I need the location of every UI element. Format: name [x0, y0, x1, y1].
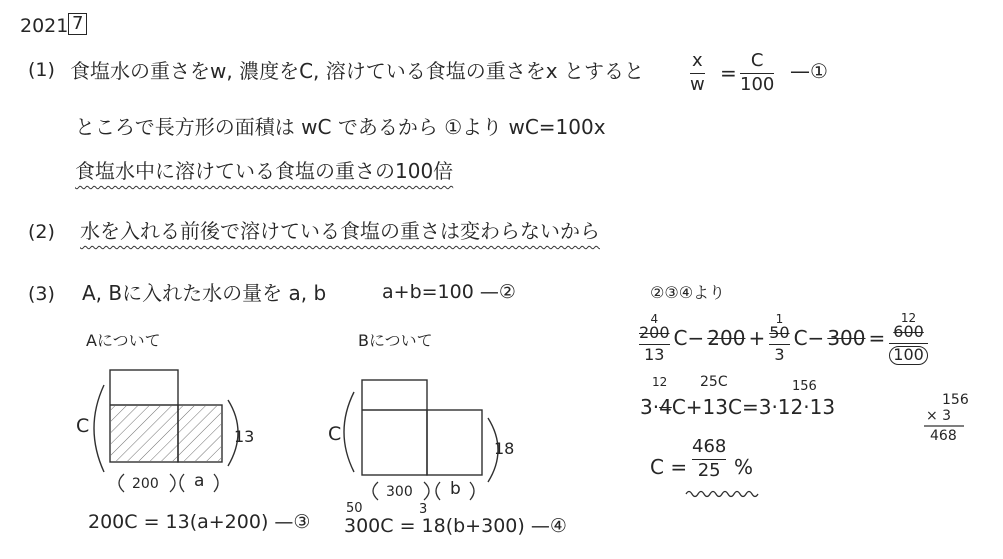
diagram-a-bottom-bracket-3 — [180, 474, 184, 492]
fraction-200-over-13 — [639, 313, 670, 364]
struck-200: 200 — [707, 326, 746, 351]
part1-line2: ところで長方形の面積は wC であるから ①より wC=100x — [75, 115, 606, 139]
solution-equation-1 — [638, 312, 929, 365]
diagram-b-bottom-bracket-4 — [470, 482, 474, 500]
denominator: 3 — [774, 344, 785, 364]
eq2-note-12: 12 — [652, 375, 668, 389]
sum-equation: a+b=100 —② — [382, 281, 516, 303]
diagram-b-note-3: 3 — [419, 502, 428, 517]
answer-wavy-underline — [686, 492, 758, 497]
cancel-note: 12 — [900, 311, 917, 325]
eq2-note-156: 156 — [792, 379, 817, 394]
diagram-a-side-label: C — [76, 415, 90, 437]
numerator: x — [692, 50, 703, 71]
part1-line3: 食塩水中に溶けている食塩の重さの100倍 — [75, 159, 454, 183]
diagram-b-bottom-bracket-2 — [424, 482, 429, 500]
diagram-b-bottom-left-label: 300 — [386, 484, 413, 500]
diagram-a-right-label: 13 — [234, 427, 255, 446]
part2-label: (2) — [28, 221, 55, 243]
equals-sign: = — [720, 61, 737, 85]
struck-300: 300 — [827, 326, 866, 351]
part3-label: (3) — [28, 283, 55, 305]
solution-from: ②③④より — [650, 283, 726, 302]
numerator: 468 — [692, 436, 727, 457]
diagram-a-title: Aについて — [86, 331, 161, 350]
solution-equation-2 — [640, 396, 835, 418]
denominator: 13 — [644, 344, 665, 364]
part2-line: 水を入れる前後で溶けている食塩の重さは変わらないから — [80, 219, 600, 243]
diagram-a-equation: 200C = 13(a+200) —③ — [88, 511, 311, 533]
equation-ref-1: —① — [790, 59, 828, 83]
diagram-a-bottom-bracket-2 — [170, 474, 175, 492]
diagram-b-title: Bについて — [358, 331, 433, 350]
diagram-b-note-50: 50 — [346, 501, 363, 516]
eq2-part-c: C+13C=3·12·13 — [671, 395, 836, 419]
header-problem-number — [68, 13, 87, 35]
numerator: 50 — [769, 323, 790, 342]
equals-sign: = — [868, 326, 886, 351]
scratch-multiplier: × 3 — [926, 408, 952, 424]
diagram-b-side-label: C — [328, 423, 342, 445]
diagram-a-left-bracket — [94, 385, 104, 472]
eq2-struck-4: 4 — [659, 395, 672, 419]
diagram-b-bottom-bracket-3 — [436, 482, 440, 500]
diagram-b-right-rect — [427, 410, 482, 475]
denominator: 25 — [697, 459, 721, 481]
diagram-a-bottom-bracket-4 — [214, 474, 218, 492]
plus-sign: + — [748, 326, 766, 351]
part1-label: (1) — [28, 59, 55, 81]
fraction-bar — [889, 343, 928, 344]
answer-fraction — [692, 438, 726, 481]
scratch-result: 468 — [930, 428, 957, 444]
numerator: C — [750, 50, 764, 71]
part3-line: A, Bに入れた水の量を a, b — [82, 281, 327, 305]
diagram-b-right-label: 18 — [494, 439, 515, 458]
diagram-b-equation: 300C = 18(b+300) —④ — [344, 515, 567, 537]
fraction-50-over-3 — [769, 313, 789, 364]
part1-line1: 食塩水の重さをw, 濃度をC, 溶けている食塩の重さをx とすると — [70, 59, 644, 83]
denominator: 100 — [740, 73, 775, 95]
fraction-c-over-100 — [740, 52, 774, 95]
answer-lhs: C = — [650, 455, 688, 479]
diagram-b-left-bracket — [344, 392, 354, 472]
cancel-note: 1 — [775, 312, 784, 326]
denominator: w — [690, 73, 705, 95]
denominator: 100 — [889, 346, 928, 365]
fraction-x-over-w — [690, 52, 705, 95]
diagram-a-hatched-area — [111, 406, 221, 461]
eq2-note-25c: 25C — [700, 374, 728, 390]
fraction-600-over-100 — [889, 312, 928, 365]
numerator: 200 — [639, 323, 670, 342]
diagram-b-bottom-bracket-1 — [373, 482, 378, 500]
diagram-a-bottom-left-label: 200 — [132, 476, 159, 492]
scratch-top: 156 — [942, 392, 969, 408]
diagram-a-bottom-right-label: a — [194, 471, 205, 491]
numerator: 600 — [893, 322, 924, 341]
cancel-note: 4 — [650, 312, 659, 326]
diagram-b-left-rect — [362, 380, 427, 475]
eq2-part-a: 3· — [640, 395, 660, 419]
problem-number-box: 7 — [68, 13, 87, 35]
diagram-a-bottom-bracket-1 — [119, 474, 124, 492]
term-c-minus: C− — [793, 326, 825, 351]
answer-unit: % — [734, 455, 754, 479]
term-c-minus: C− — [673, 326, 705, 351]
header-year: 2021 — [20, 15, 69, 37]
diagram-b-bottom-right-label: b — [450, 479, 461, 499]
